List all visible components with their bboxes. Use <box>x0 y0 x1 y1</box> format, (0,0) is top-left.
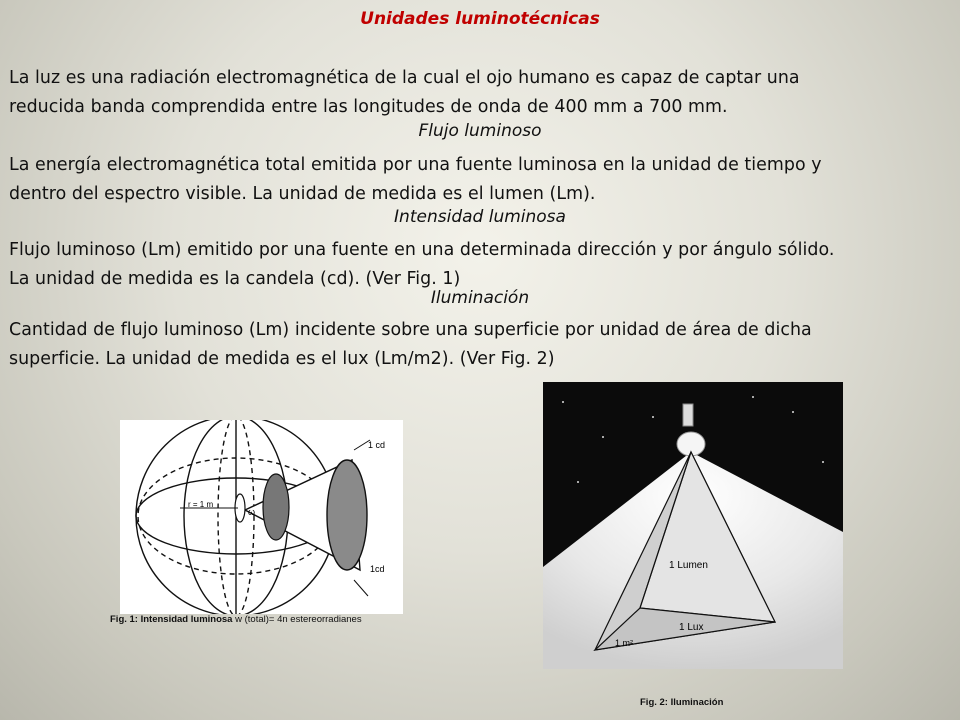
intensidad-line-1: Flujo luminoso (Lm) emitido por una fuente en una determinada dirección y por ángulo sólido. <box>9 240 835 260</box>
label-bottom-cd: 1cd <box>370 564 385 574</box>
intensidad-line-2: La unidad de medida es la candela (cd). (Ver Fig. 1) <box>9 268 461 289</box>
figure-2-illumination-diagram <box>543 382 843 669</box>
intro-line-2: reducida banda comprendida entre las longitudes de onda de 400 mm a 700 mm. <box>9 96 728 117</box>
intro-line-1: La luz es una radiación electromagnética de la cual el ojo humano es capaz de captar una <box>9 68 800 88</box>
intro-paragraph <box>9 64 954 121</box>
iluminacion-line-2: superficie. La unidad de medida es el lux (Lm/m2). (Ver Fig. 2) <box>9 348 555 369</box>
flujo-line-1: La energía electromagnética total emitida por una fuente luminosa en la unidad de tiempo y <box>9 155 822 175</box>
figure-1-caption: Fig. 1: Intensidad luminosa w (total)= 4n estereorradianes <box>110 614 362 625</box>
page-title: Unidades luminotécnicas <box>360 9 600 29</box>
figure-1-intensity-diagram <box>120 420 403 614</box>
iluminacion-paragraph <box>9 316 954 373</box>
label-top-cd: 1 cd <box>368 440 386 450</box>
figure-2-caption: Fig. 2: Iluminación <box>640 697 724 708</box>
intensidad-heading: Intensidad luminosa <box>394 207 566 227</box>
label-radius: r = 1 m <box>188 500 214 509</box>
label-area: 1 m² <box>615 638 633 648</box>
label-lumen: 1 Lumen <box>669 560 708 571</box>
intensidad-paragraph <box>9 236 954 293</box>
flujo-heading: Flujo luminoso <box>418 121 542 141</box>
iluminacion-heading: Iluminación <box>430 288 530 308</box>
label-omega: ω <box>248 507 256 517</box>
label-lux: 1 Lux <box>679 622 704 633</box>
flujo-paragraph <box>9 151 954 208</box>
iluminacion-line-1: Cantidad de flujo luminoso (Lm) incidente sobre una superficie por unidad de área de dicha <box>9 320 812 340</box>
flujo-line-2: dentro del espectro visible. La unidad de medida es el lumen (Lm). <box>9 183 596 204</box>
